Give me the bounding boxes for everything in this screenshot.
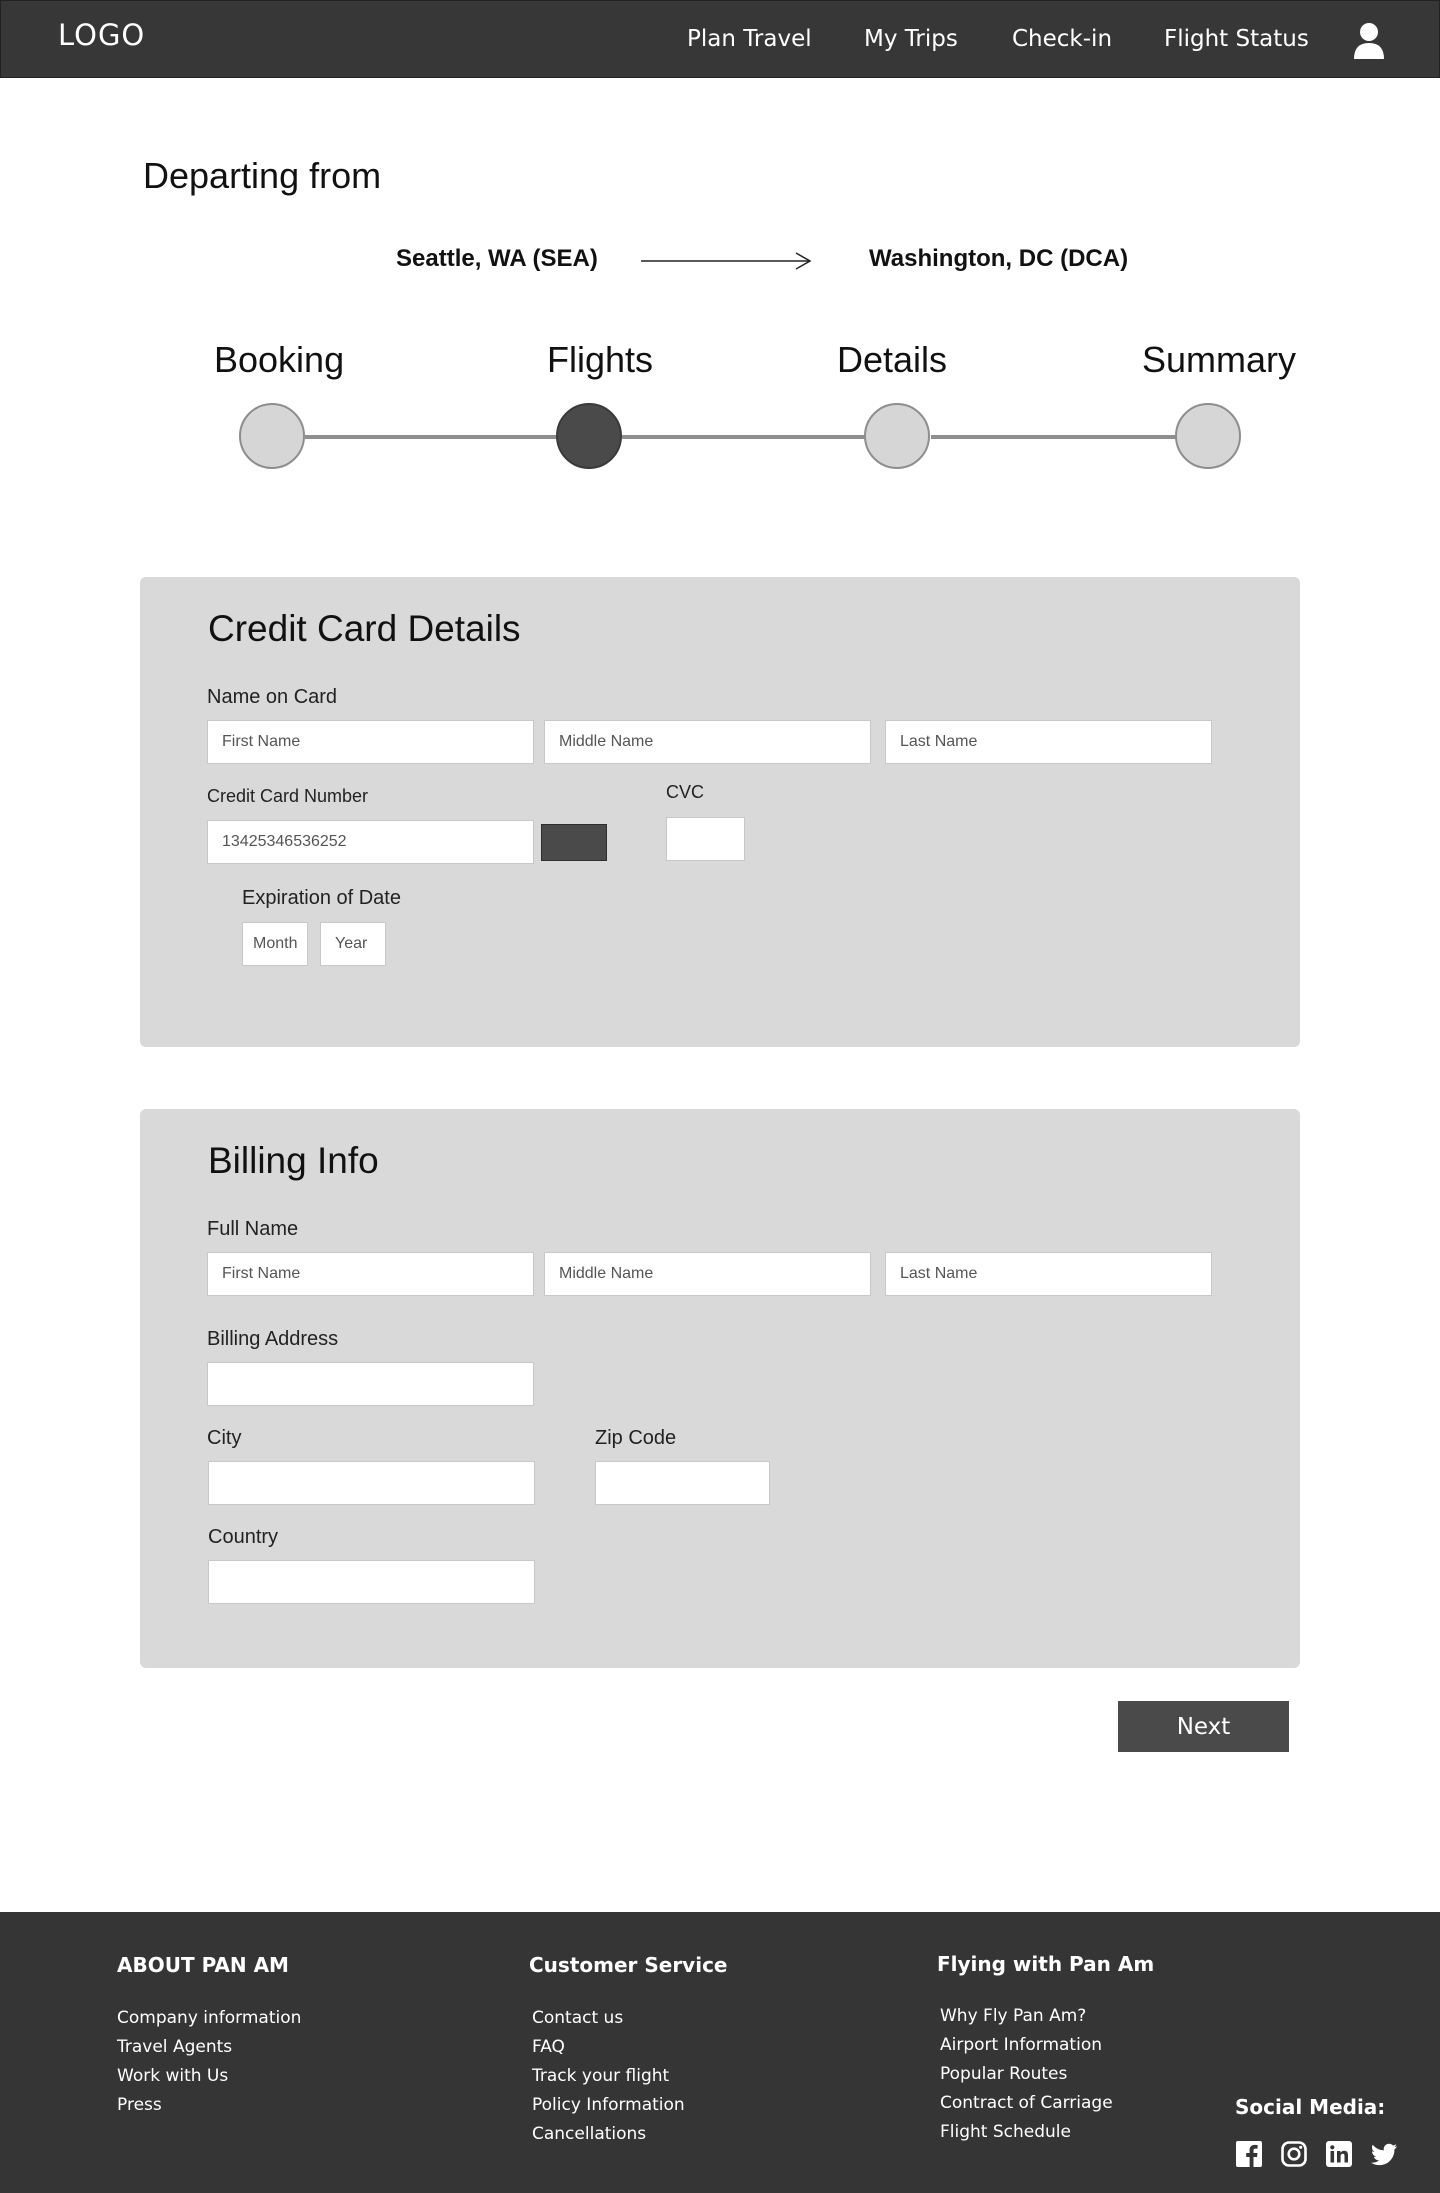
city-label: City bbox=[207, 1427, 242, 1449]
expiration-year-input[interactable]: Year bbox=[320, 922, 386, 966]
footer-link[interactable]: Flight Schedule bbox=[940, 2122, 1071, 2142]
footer-link[interactable]: Company information bbox=[117, 2008, 302, 2028]
footer-link[interactable]: FAQ bbox=[532, 2037, 565, 2057]
step-connector bbox=[931, 435, 1177, 439]
footer-link[interactable]: Track your flight bbox=[532, 2066, 670, 2086]
step-label-details: Details bbox=[837, 339, 948, 380]
billing-last-name-input[interactable]: Last Name bbox=[885, 1252, 1212, 1296]
footer-link[interactable]: Airport Information bbox=[940, 2035, 1102, 2055]
footer-link[interactable]: Why Fly Pan Am? bbox=[940, 2006, 1087, 2026]
nav-check-in[interactable]: Check-in bbox=[1012, 26, 1113, 52]
step-label-booking: Booking bbox=[214, 339, 345, 380]
card-first-name-input[interactable]: First Name bbox=[207, 720, 534, 764]
step-connector bbox=[622, 435, 866, 439]
nav-flight-status[interactable]: Flight Status bbox=[1164, 26, 1309, 52]
country-input[interactable] bbox=[208, 1560, 535, 1604]
footer-link[interactable]: Travel Agents bbox=[117, 2037, 233, 2057]
card-number-label: Credit Card Number bbox=[207, 786, 369, 806]
nav-my-trips[interactable]: My Trips bbox=[864, 26, 958, 52]
zip-code-input[interactable] bbox=[595, 1461, 770, 1505]
card-middle-name-input[interactable]: Middle Name bbox=[544, 720, 871, 764]
footer-link[interactable]: Policy Information bbox=[532, 2095, 685, 2115]
billing-title: Billing Info bbox=[208, 1140, 379, 1181]
route-arrow-icon bbox=[641, 250, 813, 272]
expiration-label: Expiration of Date bbox=[242, 887, 401, 909]
step-connector bbox=[305, 435, 557, 439]
footer-link[interactable]: Work with Us bbox=[117, 2066, 229, 2086]
step-label-flights: Flights bbox=[547, 339, 654, 380]
full-name-label: Full Name bbox=[207, 1218, 299, 1240]
footer-about-heading: ABOUT PAN AM bbox=[117, 1953, 289, 1977]
nav-plan-travel[interactable]: Plan Travel bbox=[687, 26, 812, 52]
destination-city: Washington, DC (DCA) bbox=[869, 245, 1129, 272]
step-circle-flights[interactable] bbox=[556, 403, 622, 469]
twitter-icon[interactable] bbox=[1370, 2140, 1398, 2168]
footer-link[interactable]: Contract of Carriage bbox=[940, 2093, 1113, 2113]
instagram-icon[interactable] bbox=[1280, 2140, 1308, 2168]
billing-address-label: Billing Address bbox=[207, 1328, 339, 1350]
footer-flying-heading: Flying with Pan Am bbox=[937, 1952, 1155, 1976]
footer-link[interactable]: Press bbox=[117, 2095, 162, 2115]
step-circle-summary[interactable] bbox=[1175, 403, 1241, 469]
billing-address-input[interactable] bbox=[207, 1362, 534, 1406]
city-input[interactable] bbox=[208, 1461, 535, 1505]
credit-card-title: Credit Card Details bbox=[208, 608, 521, 649]
cvc-input[interactable] bbox=[666, 817, 745, 861]
linkedin-icon[interactable] bbox=[1325, 2140, 1353, 2168]
step-label-summary: Summary bbox=[1142, 339, 1297, 380]
logo[interactable]: LOGO bbox=[58, 18, 146, 52]
billing-middle-name-input[interactable]: Middle Name bbox=[544, 1252, 871, 1296]
card-last-name-input[interactable]: Last Name bbox=[885, 720, 1212, 764]
social-media-heading: Social Media: bbox=[1235, 2095, 1386, 2119]
user-account-icon[interactable] bbox=[1352, 22, 1386, 60]
facebook-icon[interactable] bbox=[1235, 2140, 1263, 2168]
card-number-input[interactable]: 13425346536252 bbox=[207, 820, 534, 864]
footer-link[interactable]: Cancellations bbox=[532, 2124, 647, 2144]
next-button[interactable]: Next bbox=[1118, 1701, 1289, 1752]
footer-link[interactable]: Popular Routes bbox=[940, 2064, 1068, 2084]
name-on-card-label: Name on Card bbox=[207, 686, 338, 708]
footer-service-heading: Customer Service bbox=[529, 1953, 728, 1977]
country-label: Country bbox=[208, 1526, 279, 1548]
step-circle-details[interactable] bbox=[864, 403, 930, 469]
zip-code-label: Zip Code bbox=[595, 1427, 677, 1449]
origin-city: Seattle, WA (SEA) bbox=[396, 245, 598, 272]
cvc-label: CVC bbox=[666, 782, 705, 802]
footer-link[interactable]: Contact us bbox=[532, 2008, 624, 2028]
card-type-indicator bbox=[541, 824, 607, 861]
step-circle-booking[interactable] bbox=[239, 403, 305, 469]
departing-heading: Departing from bbox=[143, 155, 382, 196]
billing-first-name-input[interactable]: First Name bbox=[207, 1252, 534, 1296]
expiration-month-input[interactable]: Month bbox=[242, 922, 308, 966]
